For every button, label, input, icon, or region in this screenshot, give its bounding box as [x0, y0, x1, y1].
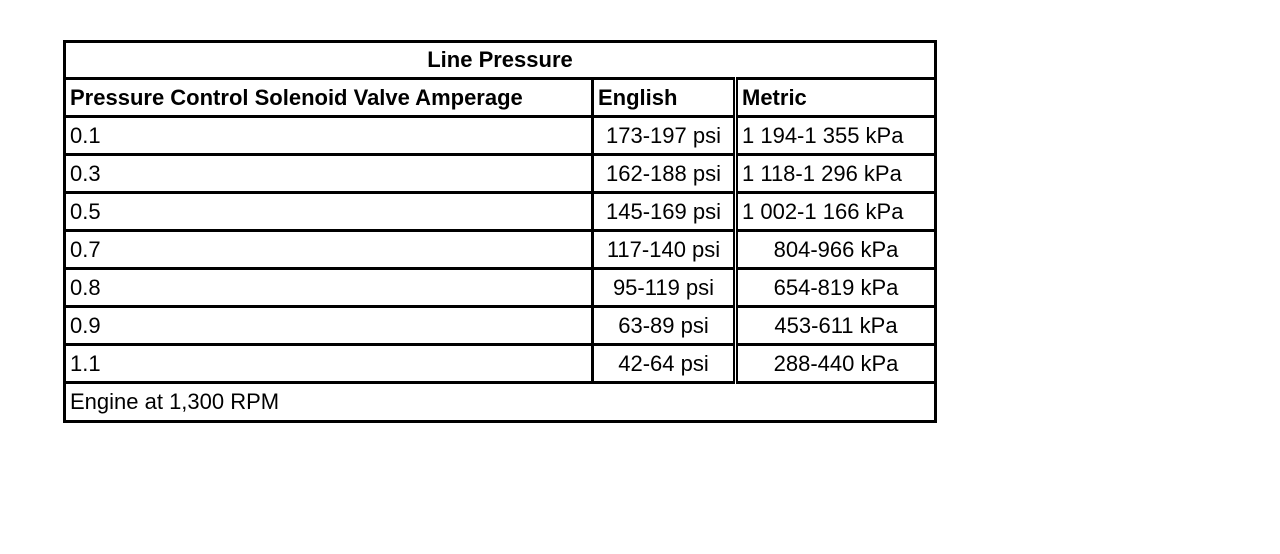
- amperage-cell: 1.1: [65, 345, 593, 383]
- english-cell: 162-188 psi: [593, 155, 736, 193]
- table-row: [65, 307, 936, 345]
- table-title: Line Pressure: [65, 42, 936, 79]
- line-pressure-table: [63, 40, 937, 423]
- table-note: Engine at 1,300 RPM: [65, 383, 936, 422]
- amperage-cell: 0.9: [65, 307, 593, 345]
- english-cell: 145-169 psi: [593, 193, 736, 231]
- table-row: [65, 155, 936, 193]
- english-cell: 42-64 psi: [593, 345, 736, 383]
- metric-cell: 288-440 kPa: [736, 345, 936, 383]
- table-note-row: [65, 383, 936, 422]
- metric-cell: 453-611 kPa: [736, 307, 936, 345]
- english-cell: 173-197 psi: [593, 117, 736, 155]
- table-row: [65, 117, 936, 155]
- table-header-row: [65, 79, 936, 117]
- table-row: [65, 193, 936, 231]
- table-row: [65, 345, 936, 383]
- table-row: [65, 269, 936, 307]
- amperage-cell: 0.8: [65, 269, 593, 307]
- table-row: [65, 231, 936, 269]
- metric-cell: 1 002-1 166 kPa: [736, 193, 936, 231]
- english-cell: 95-119 psi: [593, 269, 736, 307]
- amperage-cell: 0.3: [65, 155, 593, 193]
- header-english: English: [593, 79, 736, 117]
- metric-cell: 1 194-1 355 kPa: [736, 117, 936, 155]
- header-amperage: Pressure Control Solenoid Valve Amperage: [65, 79, 593, 117]
- amperage-cell: 0.7: [65, 231, 593, 269]
- amperage-cell: 0.1: [65, 117, 593, 155]
- metric-cell: 804-966 kPa: [736, 231, 936, 269]
- amperage-cell: 0.5: [65, 193, 593, 231]
- table-title-row: [65, 42, 936, 79]
- metric-cell: 654-819 kPa: [736, 269, 936, 307]
- header-metric: Metric: [736, 79, 936, 117]
- english-cell: 63-89 psi: [593, 307, 736, 345]
- english-cell: 117-140 psi: [593, 231, 736, 269]
- metric-cell: 1 118-1 296 kPa: [736, 155, 936, 193]
